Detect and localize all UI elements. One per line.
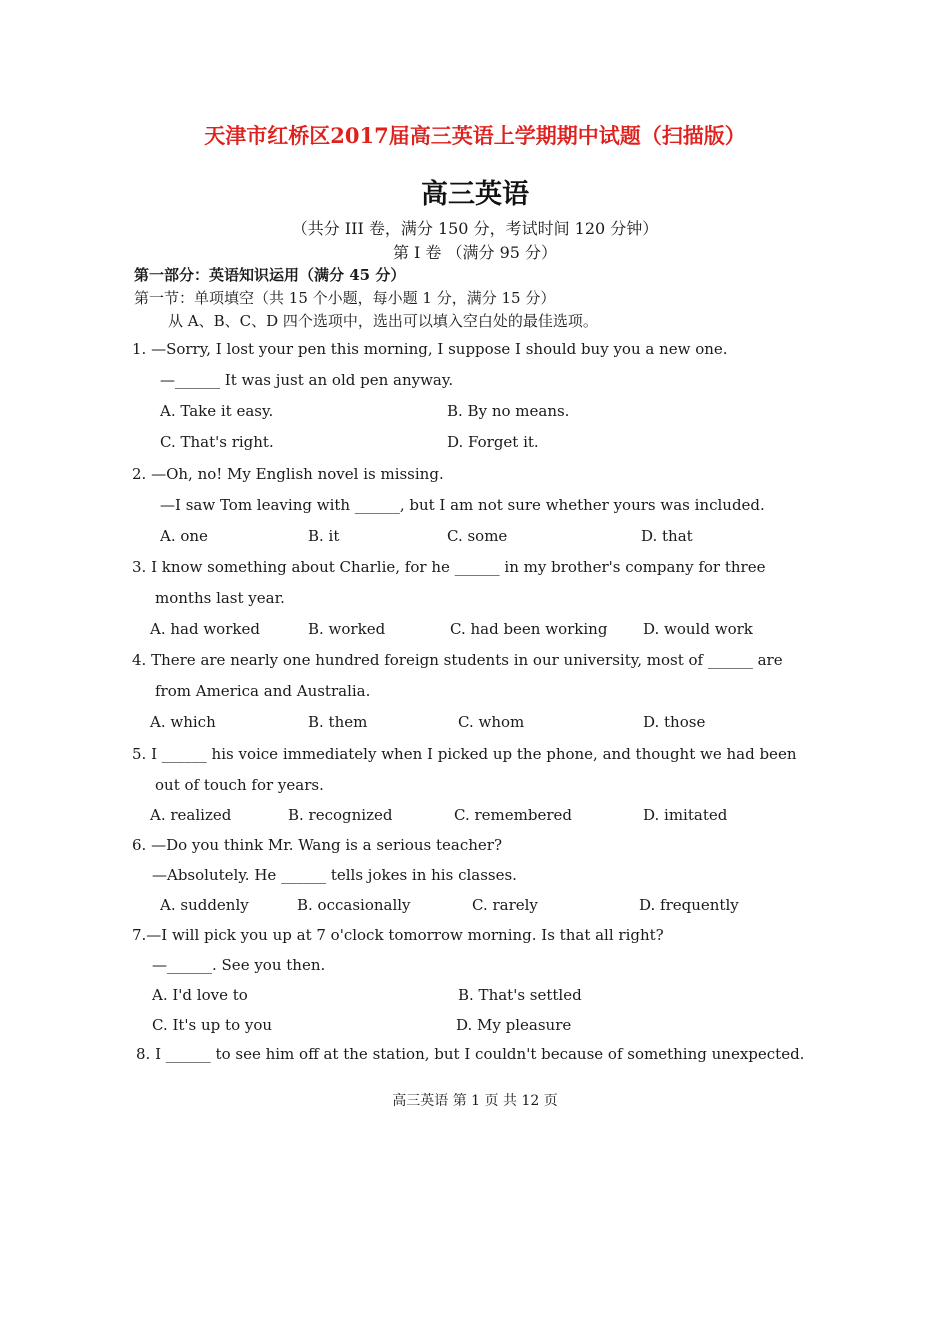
question-3-option-d: D. would work bbox=[643, 620, 753, 638]
question-1-option-d: D. Forget it. bbox=[447, 433, 539, 451]
question-7-line-2: —______. See you then. bbox=[152, 956, 326, 974]
question-4-option-d: D. those bbox=[643, 713, 706, 731]
question-6-line-1: 6. —Do you think Mr. Wang is a serious teacher? bbox=[132, 836, 503, 854]
question-4-option-c: C. whom bbox=[458, 713, 525, 731]
question-5-line-2: out of touch for years. bbox=[155, 776, 324, 794]
instruction-text: 从 A、B、C、D 四个选项中，选出可以填入空白处的最佳选项。 bbox=[168, 312, 598, 330]
question-5-option-b: B. recognized bbox=[288, 806, 393, 824]
question-1-option-c: C. That's right. bbox=[160, 433, 274, 451]
question-6-line-2: —Absolutely. He ______ tells jokes in his classes. bbox=[152, 866, 517, 884]
question-7-option-b: B. That's settled bbox=[458, 986, 582, 1004]
exam-subtitle: （共分 III 卷，满分 150 分，考试时间 120 分钟） bbox=[291, 219, 659, 238]
question-5-option-a: A. realized bbox=[150, 806, 232, 824]
section-heading: 第一节：单项填空（共 15 个小题，每小题 1 分，满分 15 分） bbox=[134, 289, 556, 307]
question-2-option-a: A. one bbox=[160, 527, 208, 545]
volume-heading: 第 I 卷 （满分 95 分） bbox=[392, 243, 558, 262]
question-1-option-a: A. Take it easy. bbox=[160, 402, 274, 420]
question-6-option-c: C. rarely bbox=[472, 896, 538, 914]
question-2-line-2: —I saw Tom leaving with ______, but I am not sure whether yours was included. bbox=[160, 496, 765, 514]
question-8-line-1: 8. I ______ to see him off at the station, but I couldn't because of something unexpected. bbox=[136, 1045, 805, 1063]
question-7-option-a: A. I'd love to bbox=[152, 986, 248, 1004]
exam-title: 高三英语 bbox=[421, 179, 529, 210]
question-1-line-2: —______ It was just an old pen anyway. bbox=[160, 371, 454, 389]
question-6-option-d: D. frequently bbox=[639, 896, 739, 914]
question-3-option-c: C. had been working bbox=[450, 620, 608, 638]
question-3-option-a: A. had worked bbox=[150, 620, 260, 638]
question-2-option-d: D. that bbox=[641, 527, 693, 545]
question-4-line-2: from America and Australia. bbox=[155, 682, 371, 700]
question-7-option-c: C. It's up to you bbox=[152, 1016, 273, 1034]
question-3-line-1: 3. I know something about Charlie, for he ______ in my brother's company for three bbox=[132, 558, 766, 576]
question-6-option-a: A. suddenly bbox=[160, 896, 249, 914]
question-2-option-c: C. some bbox=[447, 527, 508, 545]
page-footer: 高三英语 第 1 页 共 12 页 bbox=[392, 1093, 558, 1109]
question-4-option-b: B. them bbox=[308, 713, 368, 731]
question-2-line-1: 2. —Oh, no! My English novel is missing. bbox=[132, 465, 444, 483]
question-4-option-a: A. which bbox=[150, 713, 216, 731]
question-5-option-d: D. imitated bbox=[643, 806, 728, 824]
document-source-title: 天津市红桥区2017届高三英语上学期期中试题（扫描版） bbox=[204, 123, 746, 148]
question-1-line-1: 1. —Sorry, I lost your pen this morning, I suppose I should buy you a new one. bbox=[132, 340, 728, 358]
question-7-line-1: 7.—I will pick you up at 7 o'clock tomorrow morning. Is that all right? bbox=[132, 926, 664, 944]
question-5-option-c: C. remembered bbox=[454, 806, 572, 824]
question-2-option-b: B. it bbox=[308, 527, 340, 545]
question-6-option-b: B. occasionally bbox=[297, 896, 411, 914]
question-1-option-b: B. By no means. bbox=[447, 402, 570, 420]
question-3-option-b: B. worked bbox=[308, 620, 386, 638]
part-heading: 第一部分：英语知识运用（满分 45 分） bbox=[134, 266, 406, 284]
question-4-line-1: 4. There are nearly one hundred foreign students in our university, most of ______ are bbox=[132, 651, 783, 669]
question-5-line-1: 5. I ______ his voice immediately when I picked up the phone, and thought we had been bbox=[132, 745, 797, 763]
question-3-line-2: months last year. bbox=[155, 589, 285, 607]
question-7-option-d: D. My pleasure bbox=[456, 1016, 572, 1034]
